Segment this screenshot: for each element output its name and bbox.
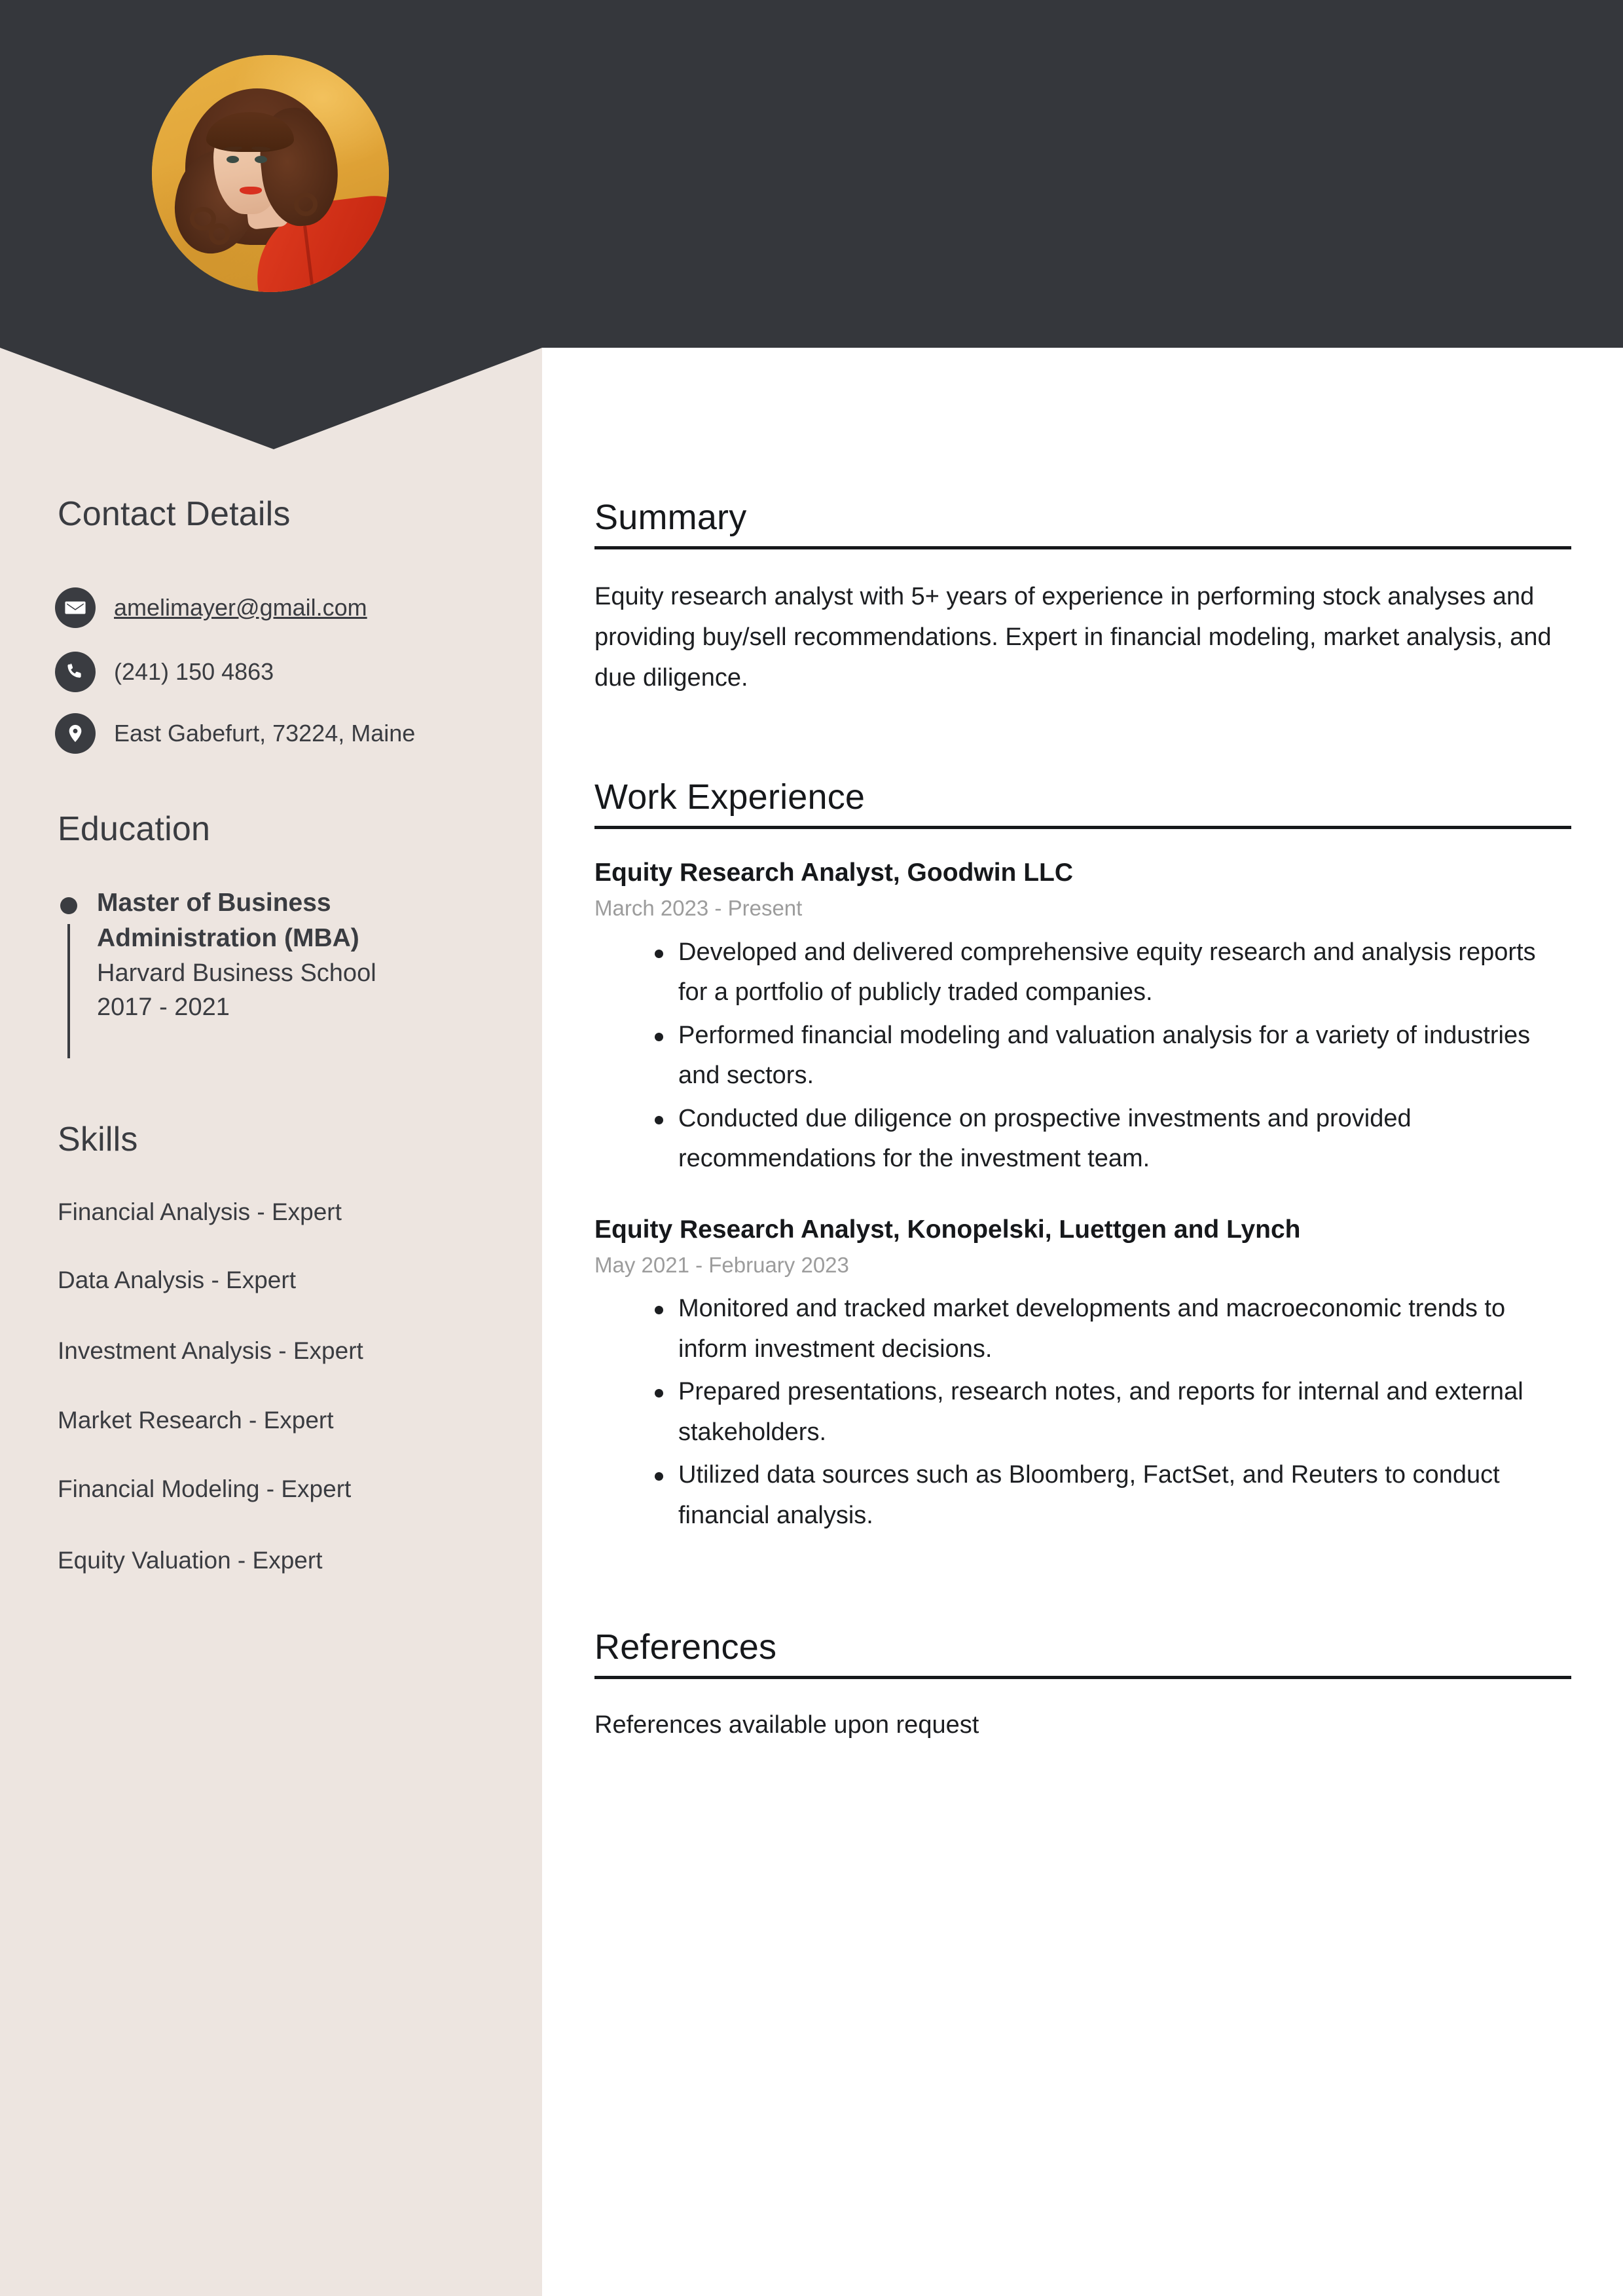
- work-experience-divider: [594, 826, 1571, 829]
- job-responsibility-list: [594, 1289, 1571, 1536]
- list-item: Conducted due diligence on prospective investments and provided recommendations for the investment team.: [594, 1099, 1571, 1179]
- contact-email-value[interactable]: amelimayer@gmail.com: [114, 594, 367, 621]
- summary-divider: [594, 546, 1571, 549]
- avatar-photo: [152, 55, 389, 292]
- contact-item-address: [55, 713, 415, 754]
- summary-heading: Summary: [594, 498, 747, 537]
- contact-address-value: East Gabefurt, 73224, Maine: [114, 720, 416, 747]
- references-text: References available upon request: [594, 1711, 979, 1739]
- envelope-icon: [55, 587, 96, 628]
- list-item: Prepared presentations, research notes, and reports for internal and external stakeholders.: [594, 1372, 1571, 1453]
- job-entry: [594, 1213, 1571, 1536]
- skill-item: Equity Valuation - Expert: [58, 1547, 323, 1574]
- summary-text: Equity research analyst with 5+ years of experience in performing stock analyses and providing buy/sell recommendations. Expert in financial modeling, market analysis, and due diligence.: [594, 583, 1552, 692]
- education-bullet-icon: [60, 897, 77, 914]
- contact-phone-value: (241) 150 4863: [114, 658, 274, 685]
- job-title: Equity Research Analyst, Goodwin LLC: [594, 859, 1074, 887]
- job-dates: March 2023 - Present: [594, 896, 803, 921]
- section-references: [594, 1627, 1571, 1746]
- job-dates: May 2021 - February 2023: [594, 1252, 849, 1277]
- skill-item: Data Analysis - Expert: [58, 1267, 296, 1293]
- location-pin-icon: [55, 713, 96, 754]
- skills-heading: Skills: [58, 1120, 138, 1158]
- education-entry: [97, 885, 437, 1025]
- avatar-curl: [209, 223, 230, 245]
- skill-item: Market Research - Expert: [58, 1407, 334, 1434]
- contact-item-phone[interactable]: [55, 652, 274, 692]
- avatar-eye-right: [255, 156, 267, 163]
- skill-item: Investment Analysis - Expert: [58, 1337, 363, 1364]
- list-item: Monitored and tracked market developments and macroeconomic trends to inform investment decisions.: [594, 1289, 1571, 1369]
- job-entry: [594, 857, 1571, 1179]
- education-heading: Education: [58, 810, 211, 848]
- references-divider: [594, 1676, 1571, 1679]
- job-title: Equity Research Analyst, Konopelski, Luettgen and Lynch: [594, 1215, 1301, 1244]
- section-work-experience: [594, 777, 1571, 1539]
- education-years: 2017 - 2021: [97, 993, 230, 1022]
- skill-item: Financial Analysis - Expert: [58, 1198, 342, 1225]
- job-responsibility-list: [594, 933, 1571, 1179]
- education-timeline-line: [67, 924, 70, 1058]
- avatar: [152, 55, 389, 292]
- education-school: Harvard Business School: [97, 959, 376, 987]
- list-item: Utilized data sources such as Bloomberg, FactSet, and Reuters to conduct financial analysis.: [594, 1455, 1571, 1536]
- contact-heading: Contact Details: [58, 495, 291, 533]
- work-experience-heading: Work Experience: [594, 777, 866, 817]
- section-summary: [594, 498, 1571, 698]
- contact-item-email[interactable]: [55, 587, 367, 628]
- list-item: Performed financial modeling and valuation analysis for a variety of industries and sectors.: [594, 1016, 1571, 1096]
- education-degree: Master of Business Administration (MBA): [97, 889, 359, 952]
- list-item: Developed and delivered comprehensive equity research and analysis reports for a portfolio of publicly traded companies.: [594, 933, 1571, 1013]
- avatar-eye-left: [227, 156, 239, 163]
- skill-item: Financial Modeling - Expert: [58, 1475, 352, 1502]
- phone-icon: [55, 652, 96, 692]
- references-heading: References: [594, 1627, 777, 1667]
